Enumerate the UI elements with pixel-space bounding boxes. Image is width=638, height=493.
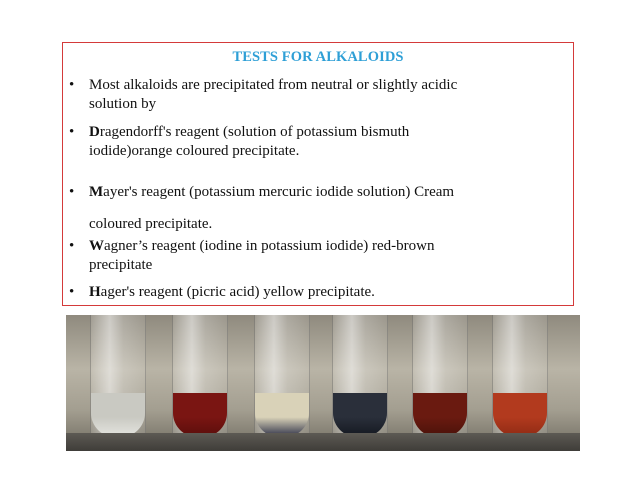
bullet-text [89,176,559,240]
bullet-item-3 [69,176,559,240]
bullet-first-letter: W [89,238,104,254]
bullet-marker: • [69,77,75,93]
bullet-item-4 [69,237,559,275]
bullet-item-2 [69,123,559,161]
bullet-line-2: solution by [89,96,157,112]
bullet-line-1: ager's reagent (picric acid) yellow precipitate. [100,284,375,300]
bullet-line-2: iodide)orange coloured precipitate. [89,143,300,159]
tube-liquid [173,393,227,437]
slide-content-box [62,42,574,306]
bullet-first-letter: M [89,77,103,93]
test-tube [172,315,228,451]
test-tube [332,315,388,451]
bullet-line-1: ragendorff's reagent (solution of potassium bismuth [99,124,410,140]
bullet-line-1: ayer's reagent (potassium mercuric iodide solution) Cream [103,184,455,200]
test-tubes-photo [66,315,580,451]
bullet-line-1: ost alkaloids are precipitated from neutral or slightly acidic [102,77,458,93]
bullet-marker: • [69,284,75,300]
bullet-text [89,76,559,114]
bullet-text [89,237,559,275]
bullet-line-2: precipitate [89,257,153,273]
test-tube [492,315,548,451]
bullet-item-5 [69,283,559,302]
bullet-first-letter: H [89,284,101,300]
tube-liquid [333,393,387,437]
bullet-line-1: agner’s reagent (iodine in potassium iodide) red-brown [104,238,435,254]
test-tube [90,315,146,451]
bullet-line-2: coloured precipitate. [89,216,213,232]
tube-liquid [493,393,547,437]
tube-rack [66,433,580,451]
bullet-first-letter: M [89,184,104,200]
bullet-text [89,123,559,161]
bullet-marker: • [69,124,75,140]
test-tube [254,315,310,451]
bullet-text [89,283,559,302]
bullet-marker: • [69,184,75,200]
bullet-marker: • [69,238,75,254]
slide-title: TESTS FOR ALKALOIDS [232,49,404,65]
bullet-item-1 [69,76,559,114]
tube-liquid [255,393,309,437]
bullet-first-letter: D [89,124,100,140]
tube-liquid [413,393,467,437]
tube-liquid [91,393,145,437]
test-tube [412,315,468,451]
